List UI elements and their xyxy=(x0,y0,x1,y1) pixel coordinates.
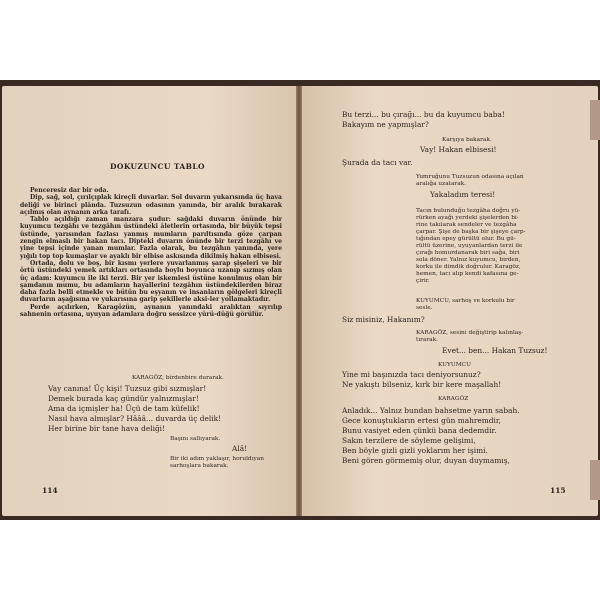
stage-direction: aralığa uzatarak. xyxy=(416,181,467,187)
verse-line: Bu terzi... bu çırağı... bu da kuyumcu baba! xyxy=(342,110,505,119)
open-book xyxy=(0,80,600,520)
verse-line: Anladık... Yalnız bundan bahsetme yarın sabah. xyxy=(342,406,520,415)
stage-direction: rürken ayağı yerdeki şişelerden bi- xyxy=(416,215,519,221)
stage-direction: çarpar. Şişe de başka bir şişeye çarp- xyxy=(416,229,526,235)
speaker-cue: sesle. xyxy=(416,305,433,311)
verse-line: Bakayım ne yapmışlar? xyxy=(342,120,429,129)
verse-line: Beni gören görmemiş olur, duyan duymamış, xyxy=(342,456,510,465)
verse-line: Yine mi başınızda tacı deniyorsunuz? xyxy=(342,370,481,379)
stage-direction: Başını sallıyarak. xyxy=(170,436,221,442)
stage-direction: rültü üzerine, uyuyanlardan terzi ile xyxy=(416,243,523,249)
verse-line: Nasıl hava almışlar? Hâââ... duvarda üç delik! xyxy=(48,414,222,423)
verse-line: Her birine bir tane hava deliği! xyxy=(48,424,166,433)
stage-paragraph: Dip, sağ, sol, çırılçıplak kireçli duvarlar. Sol duvarın yukarısında üç hava deliği ve birinci plânda. Tuzsuzun odasının yanında, bir aralık bırakarak açılmış olan aynanın arka tarafı. xyxy=(20,194,282,216)
speaker-cue: tırarak. xyxy=(416,337,438,343)
stage-direction: hemen, tacı alıp kendi kafasına ge- xyxy=(416,271,519,277)
stage-direction: sola döner. Yalnız kuyumcu, birden, xyxy=(416,257,521,263)
verse-line: Gece konuştukların ertesi gün mahremdir, xyxy=(342,416,501,425)
stage-direction: tığından epey gürültü olur. Bu gü- xyxy=(416,236,516,242)
verse-line: Siz misiniz, Hakanım? xyxy=(342,315,425,324)
stage-paragraph: Penceresiz dar bir oda. xyxy=(30,187,109,194)
verse-line: Alâ! xyxy=(232,444,248,453)
stage-direction: Bir iki adım yaklaşır, horuldıyan xyxy=(170,456,264,462)
stage-direction: Yumruğunu Tuzsuzun odasına açılan xyxy=(416,174,524,180)
page-number: 115 xyxy=(550,486,566,495)
left-page xyxy=(2,86,296,516)
scene-title: DOKUZUNCU TABLO xyxy=(110,162,205,171)
verse-line: Demek burada kaç gündür yalnızmışlar! xyxy=(48,394,199,403)
right-page xyxy=(302,86,598,516)
verse-line: Ben böyle gizli gizli yoklarım her işimi. xyxy=(342,446,488,455)
verse-line: Şurada da tacı var. xyxy=(342,158,413,167)
verse-line: Yakaladım teresi! xyxy=(430,190,496,199)
speaker-cue: KARAGÖZ, sesini değiştirip kalınlaş- xyxy=(416,330,524,336)
verse-line: Vay! Hakan elbisesi! xyxy=(420,145,497,154)
stage-paragraph: Ortada, dolu ve boş, bir kısmı yerlere yuvarlanmış şarap şişeleri ve bir örtü üstündeki yemek artıkları ortasında boylu boyunca uzanıp sızmış olan üç adam: kuyumcu ile iki terzi. Bir yer iskemlesi üstüne konulmuş olan bir şamdanın mumu, bu adamların hayallerini tezgâhın üstündekilerden biraz daha fazla belli etmekle ve bütün bu eşyanın ve insanların gölgeleri kireçli duvarların aşağısına ve yukarısına garip şekillerle aksi-ler yollamaktadır. xyxy=(20,259,282,304)
stage-direction: korku ile dimdik doğrulur. Karagöz, xyxy=(416,264,521,270)
stage-direction: çırağı homurdanarak biri sağa, biri xyxy=(416,250,520,256)
page-number: 114 xyxy=(42,486,58,495)
stage-direction: Karşıya bakarak. xyxy=(442,137,492,143)
verse-line: Ama da içmişler ha! Üçü de tam küfelik! xyxy=(48,404,200,413)
stage-direction: Tacın bulunduğu tezgâha doğru yü- xyxy=(416,208,521,214)
stage-directions xyxy=(20,187,282,318)
verse-line: Ne yakıştı bilseniz, kırk bir kere maşallah! xyxy=(342,380,502,389)
verse-line: Bunu vasiyet eden çünkü bana dedemdir. xyxy=(342,426,497,435)
verse-line: Sakın terzilere de söyleme gelişimi, xyxy=(342,436,476,445)
speaker-cue: KUYUMCU xyxy=(438,362,471,368)
speaker-cue: KARAGÖZ, birdenbire durarak. xyxy=(132,375,224,381)
speaker-cue: KARAGÖZ xyxy=(438,396,469,402)
stage-direction: sarhoşlara bakarak. xyxy=(170,463,229,469)
page-edge-tab xyxy=(590,100,600,140)
verse-line: Vay canına! Üç kişi! Tuzsuz gibi sızmışlar! xyxy=(48,384,207,393)
stage-direction: rine takılarak sendeler ve tezgâha xyxy=(416,222,517,228)
verse-line: Evet... ben... Hakan Tuzsuz! xyxy=(442,346,548,355)
stage-paragraph: Perde açılırken, Karagözün, aynanın yanındaki aralıktan sıyrılıp sahnenin ortasına, uyuyan adamlara doğru sessizce yürü-düğü görülür. xyxy=(20,303,282,319)
stage-paragraph: Tablo açıldığı zaman manzara şudur: sağdaki duvarın önünde bir kuyumcu tezgâhı ve tezgâhın üstündeki âletlerin ortasında, bir büyük tepsi üstünde, yarısından fazlası yanmış mumların parıltısında göze çarpan zengin elmaslı bir hakan tacı. Dipteki duvarın önünde bir terzi tezgâhı ve yine tepsi içinde yanan mumlar. Fazla olarak, bu tezgâhın yanında, yere yığılı top top kumaşlar ve ayaklı bir elbise askısında dikilmiş hakan elbisesi. xyxy=(20,216,282,260)
speaker-cue: KUYUMCU, sarhoş ve korkulu bir xyxy=(416,298,515,304)
page-edge-tab xyxy=(590,460,600,500)
stage-direction: çirir. xyxy=(416,278,430,284)
